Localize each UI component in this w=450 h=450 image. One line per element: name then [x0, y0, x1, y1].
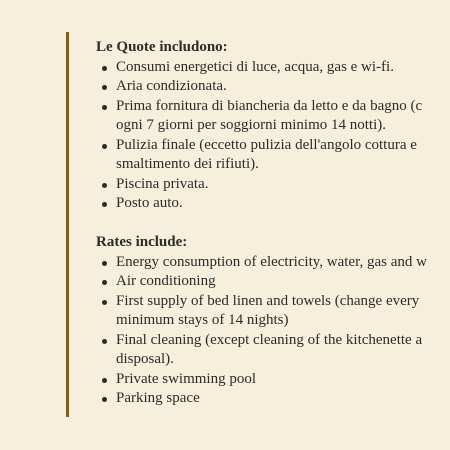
- list-item-line: ogni 7 giorni per soggiorni minimo 14 notti).: [116, 117, 386, 133]
- list-item: [96, 272, 450, 292]
- list-item-line: minimum stays of 14 nights): [116, 312, 289, 328]
- list-item-line: Consumi energetici di luce, acqua, gas e wi-fi.: [116, 58, 394, 75]
- list-item: [96, 389, 450, 409]
- list-item-line: Air conditioning: [116, 273, 216, 289]
- english-list: [96, 253, 450, 409]
- list-item-line: Final cleaning (except cleaning of the kitchenette a: [116, 331, 423, 348]
- list-item: [96, 97, 450, 136]
- list-item-line: Parking space: [116, 390, 200, 406]
- list-item: [96, 194, 450, 214]
- list-item-line: Prima fornitura di biancheria da letto e da bagno (c: [116, 97, 423, 114]
- list-item: [96, 77, 450, 97]
- list-item-line: Pulizia finale (eccetto pulizia dell'angolo cottura e: [116, 136, 417, 153]
- list-item-line: disposal).: [116, 351, 174, 367]
- list-item-line: Aria condizionata.: [116, 78, 227, 94]
- italian-list: [96, 58, 450, 214]
- english-section-title: Rates include:: [96, 234, 188, 250]
- list-item: [96, 292, 450, 331]
- section-spacer: [96, 214, 450, 234]
- italian-section-title: Le Quote includono:: [96, 39, 228, 55]
- list-item-line: Private swimming pool: [116, 370, 256, 387]
- list-item-line: Posto auto.: [116, 195, 183, 211]
- list-item: [96, 136, 450, 175]
- list-item: [96, 370, 450, 390]
- list-item-line: Piscina privata.: [116, 175, 209, 192]
- list-item-line: smaltimento dei rifiuti).: [116, 156, 259, 172]
- list-item: [96, 58, 450, 78]
- list-item: [96, 175, 450, 195]
- accent-bar: [66, 32, 69, 417]
- list-item-line: Energy consumption of electricity, water, gas and w: [116, 253, 427, 270]
- list-item-line: First supply of bed linen and towels (change every: [116, 292, 420, 309]
- list-item: [96, 253, 450, 273]
- content: [96, 38, 450, 409]
- list-item: [96, 331, 450, 370]
